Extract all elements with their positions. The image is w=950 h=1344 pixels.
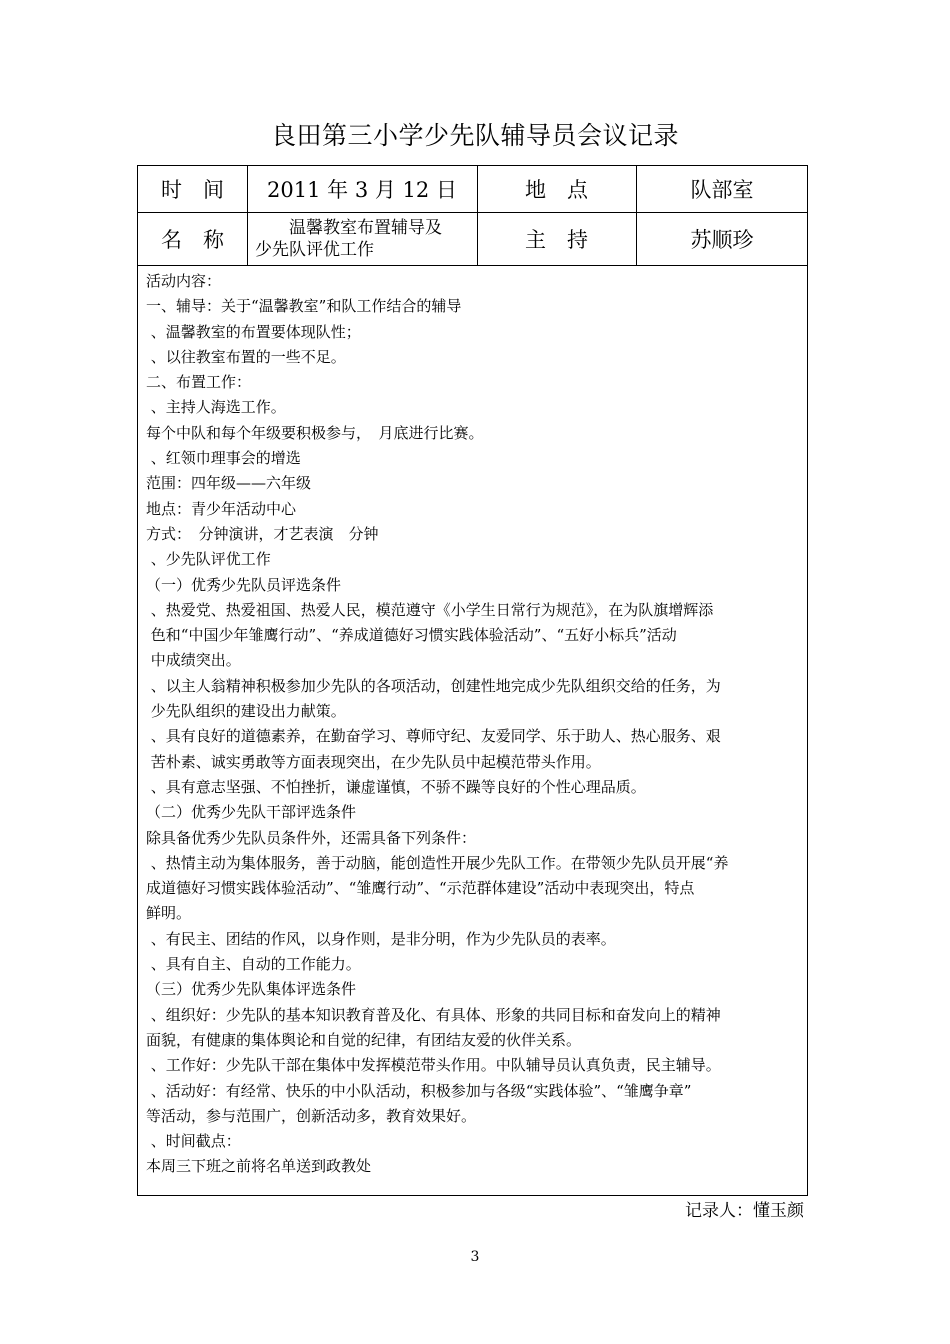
name-value xyxy=(247,212,477,265)
content-line: 本周三下班之前将名单送到政教处 xyxy=(146,1157,372,1176)
content-line: 、热情主动为集体服务，善于动脑，能创造性开展少先队工作。在带领少先队员开展“养 xyxy=(146,853,729,872)
content-line: 、主持人海选工作。 xyxy=(146,398,286,417)
content-line: 、热爱党、热爱祖国、热爱人民，模范遵守《小学生日常行为规范》，在为队旗增辉添 xyxy=(146,600,714,619)
content-line: 等活动，参与范围广，创新活动多，教育效果好。 xyxy=(146,1106,477,1125)
content-line: （三）优秀少先队集体评选条件 xyxy=(146,980,357,999)
row-divider xyxy=(138,265,807,266)
content-line: 苦朴素、诚实勇敢等方面表现突出，在少先队员中起模范带头作用。 xyxy=(146,752,601,771)
name-value-line1: 温馨教室布置辅导及 xyxy=(289,217,442,238)
content-line: 、以主人翁精神积极参加少先队的各项活动，创建性地完成少先队组织交给的任务，为 xyxy=(146,676,721,695)
place-value: 队部室 xyxy=(690,178,754,202)
content-line: 、具有自主、自动的工作能力。 xyxy=(146,955,361,974)
document-title: 良田第三小学少先队辅导员会议记录 xyxy=(270,121,679,150)
content-line: 每个中队和每个年级要积极参与， 月底进行比赛。 xyxy=(146,423,484,442)
page-number: 3 xyxy=(470,1249,480,1265)
content-line: 色和“中国少年雏鹰行动”、“养成道德好习惯实践体验活动”、“五好小标兵”活动 xyxy=(146,626,677,645)
content-line: 、时间截点： xyxy=(146,1132,241,1151)
meeting-record-table xyxy=(137,165,808,1196)
content-line: 、红领巾理事会的增选 xyxy=(146,449,301,468)
content-line: 方式： 分钟演讲，才艺表演 分钟 xyxy=(146,524,379,543)
content-line: 、具有意志坚强、不怕挫折，谦虚谨慎，不骄不躁等良好的个性心理品质。 xyxy=(146,777,646,796)
content-line: （一）优秀少先队员评选条件 xyxy=(146,575,342,594)
content-line: 二、布置工作： xyxy=(146,373,252,392)
content-line: 面貌，有健康的集体舆论和自觉的纪律，有团结友爱的伙伴关系。 xyxy=(146,1030,582,1049)
host-value: 苏顺珍 xyxy=(690,227,754,252)
content-line: 活动内容： xyxy=(146,272,222,290)
content-line: 一、辅导：关于“温馨教室”和队工作结合的辅导 xyxy=(146,297,462,316)
time-value: 2011 年 3 月 12 日 xyxy=(267,178,457,202)
content-line: 、有民主、团结的作风，以身作则，是非分明，作为少先队员的表率。 xyxy=(146,929,616,948)
content-line: 鲜明。 xyxy=(146,904,192,923)
content-line: 、少先队评优工作 xyxy=(146,550,271,569)
content-line: 、温馨教室的布置要体现队性； xyxy=(146,322,361,341)
content-line: 成道德好习惯实践体验活动”、“雏鹰行动”、“示范群体建设”活动中表现突出，特点 xyxy=(146,879,695,898)
place-label: 地 点 xyxy=(525,178,588,202)
name-value-line2: 少先队评优工作 xyxy=(255,239,374,260)
recorder: 记录人：懂玉颜 xyxy=(685,1201,804,1221)
content-line: 地点：青少年活动中心 xyxy=(146,499,297,518)
host-label: 主 持 xyxy=(525,227,588,252)
content-line: 、活动好：有经常、快乐的中小队活动，积极参加与各级“实践体验”、“雏鹰争章” xyxy=(146,1081,692,1100)
content-line: 少先队组织的建设出力献策。 xyxy=(146,702,346,721)
activity-content xyxy=(146,269,801,1180)
name-label: 名 称 xyxy=(161,227,224,252)
content-line: 、工作好：少先队干部在集体中发挥模范带头作用。中队辅导员认真负责，民主辅导。 xyxy=(146,1056,721,1075)
content-line: 、以往教室布置的一些不足。 xyxy=(146,347,346,366)
content-line: 范围：四年级——六年级 xyxy=(146,474,312,493)
content-line: 、具有良好的道德素养，在勤奋学习、尊师守纪、友爱同学、乐于助人、热心服务、艰 xyxy=(146,727,721,746)
content-line: 除具备优秀少先队员条件外，还需具备下列条件： xyxy=(146,828,477,847)
content-line: （二）优秀少先队干部评选条件 xyxy=(146,803,357,822)
time-label: 时 间 xyxy=(161,178,224,202)
content-line: 中成绩突出。 xyxy=(146,651,241,670)
content-line: 、组织好：少先队的基本知识教育普及化、有具体、形象的共同目标和奋发向上的精神 xyxy=(146,1005,721,1024)
